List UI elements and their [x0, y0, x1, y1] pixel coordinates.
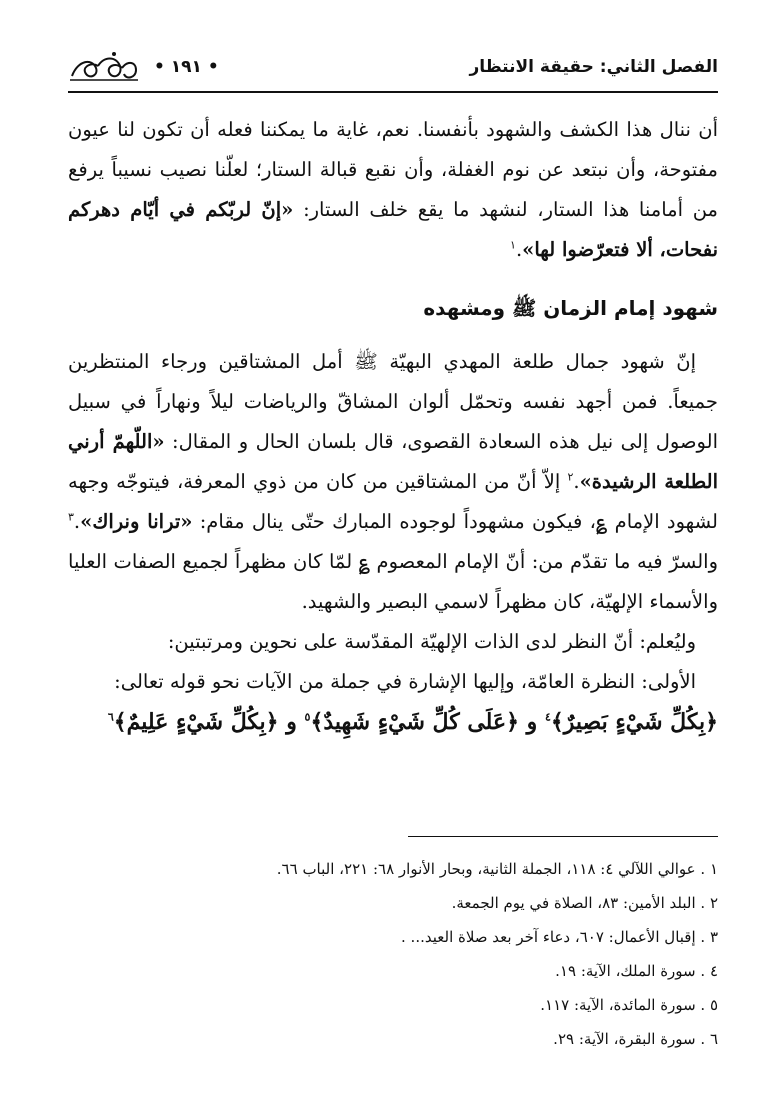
footnote-item: ٤ . سورة الملك، الآية: ١٩.	[555, 962, 718, 980]
footnote-item: ٦ . سورة البقرة، الآية: ٢٩.	[553, 1030, 718, 1048]
footnote-item: ٢ . البلد الأمين: ٨٣، الصلاة في يوم الجمعة.	[451, 894, 718, 912]
body-text	[68, 110, 718, 742]
paragraph-4: الأولى: النظرة العامّة، وإليها الإشارة في جملة من الآيات نحو قوله تعالى:	[114, 670, 696, 693]
footnote-ref: ٢	[567, 470, 574, 484]
verse-1: ﴿بِكُلِّ شَيْءٍ بَصِيرٌ﴾	[550, 709, 718, 735]
footnote-separator	[408, 836, 718, 837]
ornament-flourish-icon	[68, 50, 140, 84]
honorific-symbol: ﷺ	[354, 350, 378, 373]
honorific-symbol: ؏	[595, 510, 608, 533]
honorific-symbol: ؏	[358, 550, 371, 573]
footnote-ref: ٣	[68, 510, 74, 524]
footnote-ref: ٦	[107, 710, 114, 724]
footnote-item: ١ . عوالي اللآلي ٤: ١١٨، الجملة الثانية، وبحار الأنوار ٦٨: ٢٢١، الباب ٦٦.	[276, 860, 718, 878]
paragraph-2: إنّ شهود جمال طلعة المهدي البهيّة ﷺ أمل المشتاقين ورجاء المنتظرين جميعاً. فمن أجهد نفسه وتحمّل ألوان المشاقّ والرياضات ليلاً ونهاراً في سبيل الوصول إلى نيل هذه السعادة القصوى، قال بلسان الحال و المقال: «اللّهمّ أرني الطلعة الرشيدة».$^٢$ إلاّ أنّ من المشتاقين من كان من ذوي المعرفة، فيتوجّه وجهه لشهود الإمام ؏، فيكون مشهوداً لوجوده المبارك حتّى ينال مقام: «ترانا ونراك».$^٣$ والسرّ فيه ما تقدّم من: أنّ الإمام المعصوم ؏ لمّا كان مظهراً لجميع الصفات العليا والأسماء الإلهيّة، كان مظهراً لاسمي البصير والشهيد.	[68, 350, 719, 613]
page-header	[68, 48, 718, 86]
quran-verses: ﴿بِكُلِّ شَيْءٍ بَصِيرٌ﴾$^٤$ و ﴿عَلَى كُلِّ شَيْءٍ شَهِيدٌ﴾$^٥$ و ﴿بِكُلِّ شَيْءٍ عَلِيمٌ﴾$^٦$	[107, 709, 718, 735]
honorific-symbol: ﷺ	[512, 296, 537, 320]
hadith-quote: «إنّ لربّكم في أيّام دهركم نفحات، ألا فتعرّضوا لها»	[68, 198, 718, 261]
footnote-item: ٥ . سورة المائدة، الآية: ١١٧.	[540, 996, 718, 1014]
footnote-item: ٣ . إقبال الأعمال: ٦٠٧، دعاء آخر بعد صلاة العيد... .	[401, 928, 718, 946]
section-heading: شهود إمام الزمان ﷺ ومشهده	[423, 296, 718, 320]
verse-3: ﴿بِكُلِّ شَيْءٍ عَلِيمٌ﴾	[113, 709, 279, 735]
footnote-ref: ٤	[544, 710, 551, 724]
footnote-ref: ٥	[304, 710, 311, 724]
header-rule	[68, 91, 718, 93]
paragraph-3: وليُعلم: أنّ النظر لدى الذات الإلهيّة المقدّسة على نحوين ومرتبتين:	[167, 630, 696, 653]
page-number: • ١٩١ •	[154, 57, 219, 77]
footnotes	[68, 852, 718, 1056]
verse-2: ﴿عَلَى كُلِّ شَيْءٍ شَهِيدٌ﴾	[310, 709, 519, 735]
header-left-group	[68, 50, 219, 84]
supplication-quote: «ترانا ونراك»	[80, 510, 193, 533]
paragraph-1: أن ننال هذا الكشف والشهود بأنفسنا. نعم، غاية ما يمكننا فعله أن تكون لنا عيون مفتوحة، وأن نبتعد عن نوم الغفلة، وأن نقبع قبالة الستار؛ لعلّنا نصيب نسيباً يرفع من أمامنا هذا الستار، لنشهد ما يقع خلف الستار: «إنّ لربّكم في أيّام دهركم نفحات، ألا فتعرّضوا لها».$^١$	[68, 118, 718, 261]
supplication-quote: «اللّهمّ أرني الطلعة الرشيدة»	[68, 430, 718, 493]
running-title: الفصل الثاني: حقيقة الانتظار	[469, 57, 718, 77]
footnote-ref: ١	[510, 238, 516, 252]
